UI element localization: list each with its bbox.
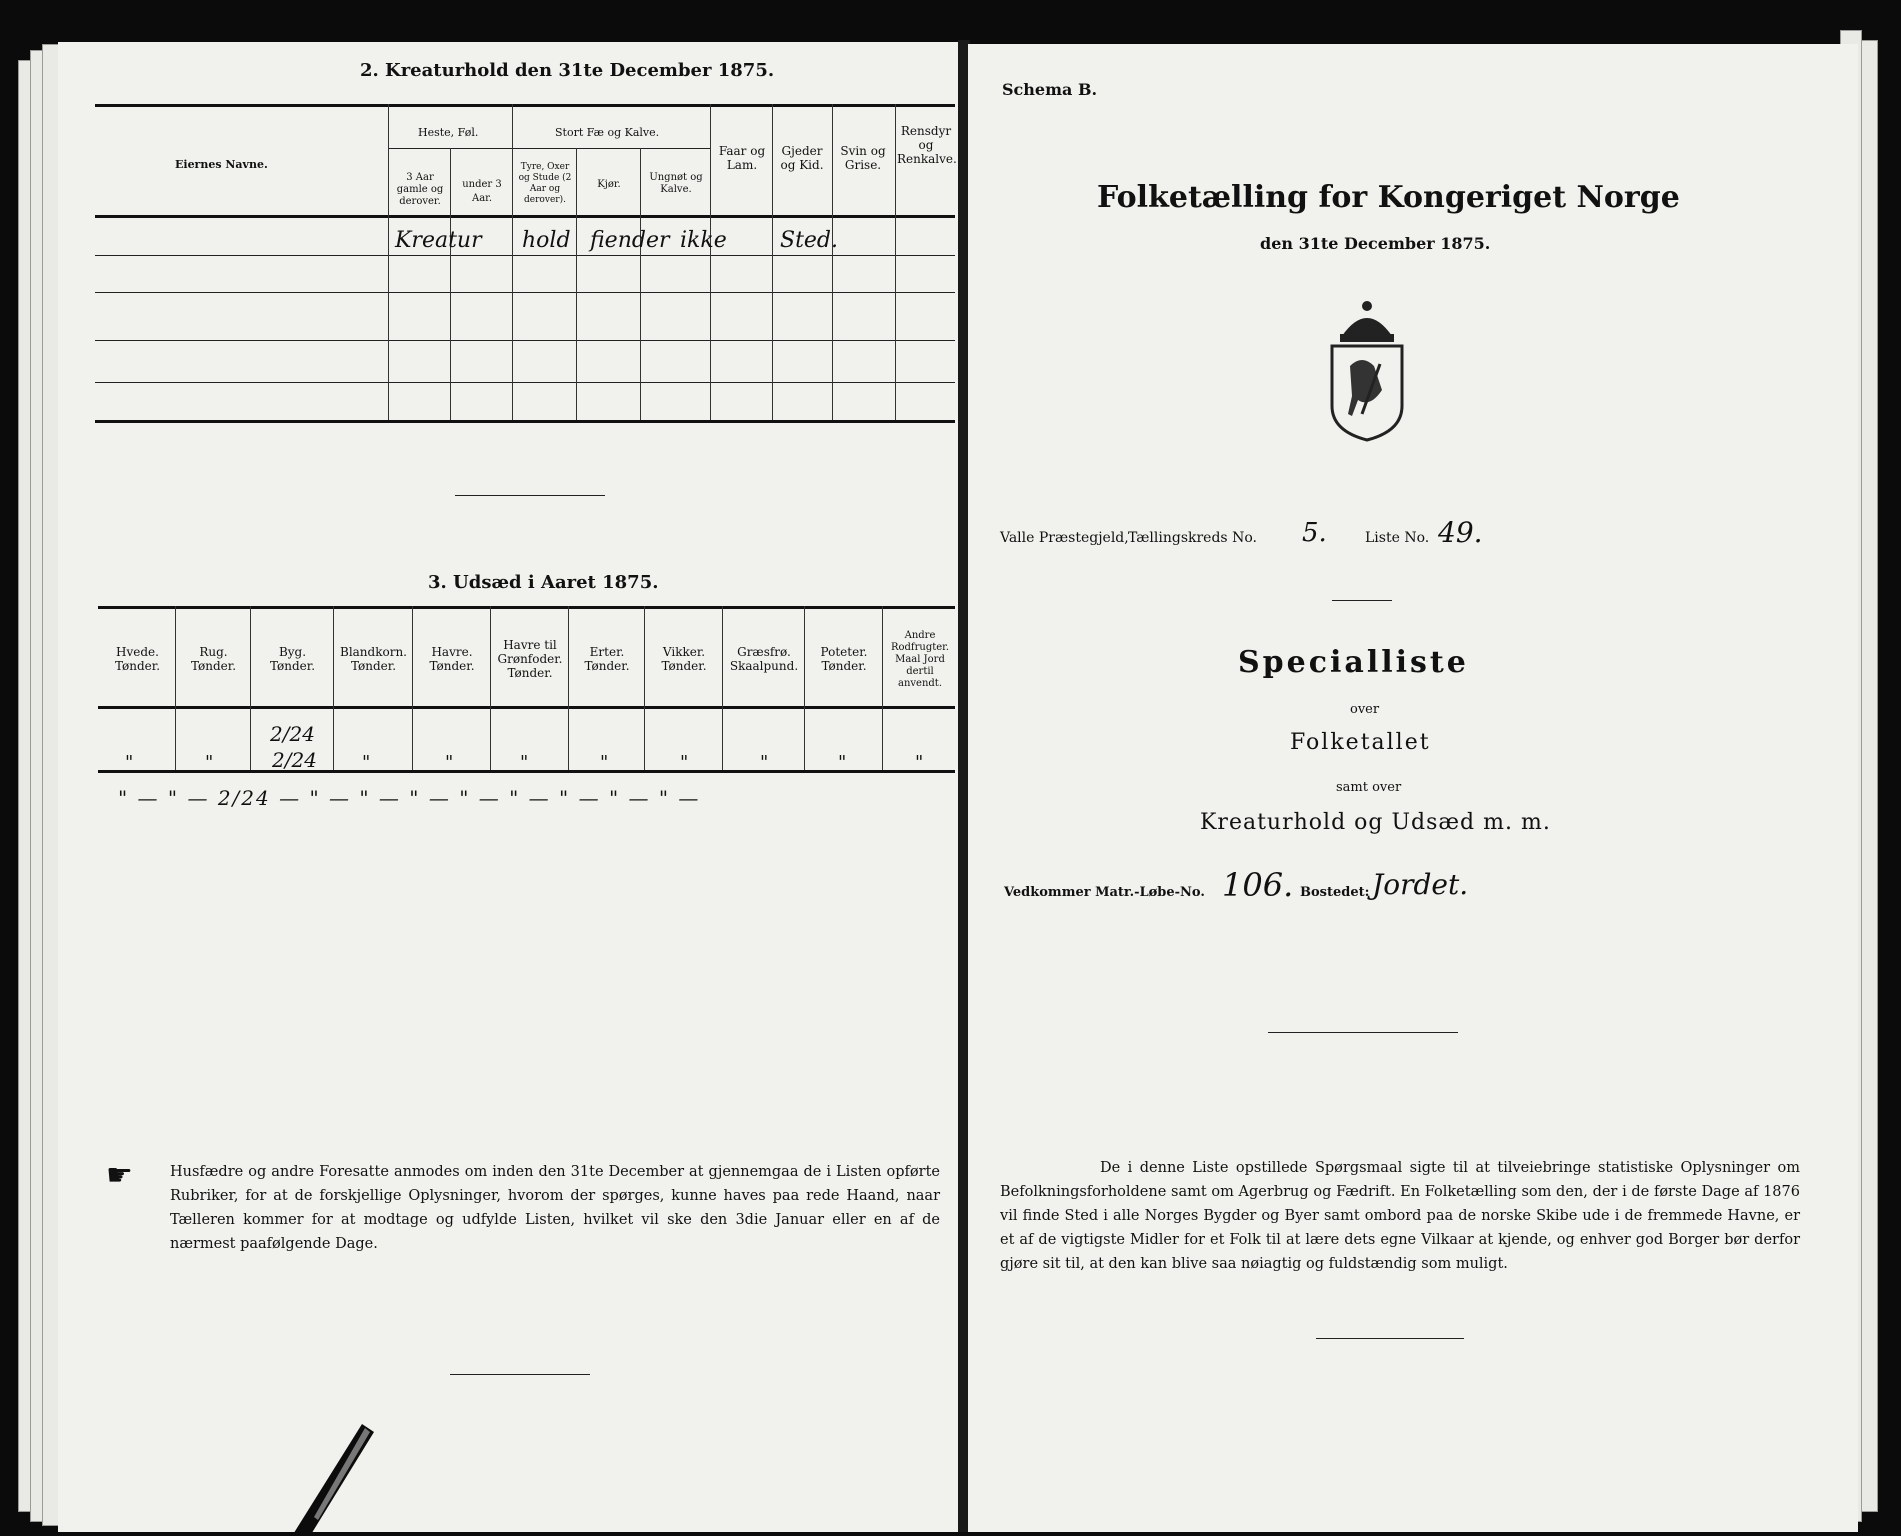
table3-col-line-1 bbox=[175, 606, 176, 770]
kreaturhold-text: Kreaturhold og Udsæd m. m. bbox=[1200, 810, 1551, 835]
rensdyr-header: Rensdyr og Renkalve. bbox=[897, 124, 957, 166]
handwriting-word-4: ikke bbox=[680, 228, 727, 253]
table2-col-line-9 bbox=[895, 104, 896, 420]
crop-value-havre: " bbox=[445, 752, 454, 773]
specialliste-title: Specialliste bbox=[1238, 645, 1469, 680]
crop-andre: Andre Rodfrugter. Maal Jord dertil anvendt. bbox=[890, 630, 950, 689]
crop-value-erter: " bbox=[600, 752, 609, 773]
stort-sub-a: Tyre, Oxer og Stude (2 Aar og derover). bbox=[518, 162, 572, 205]
byg-upper-value: 2/24 bbox=[270, 722, 315, 746]
table2-col-line-8 bbox=[832, 104, 833, 420]
table2-col-line-5 bbox=[640, 148, 641, 420]
matr-label: Vedkommer Matr.-Løbe-No. bbox=[1004, 885, 1205, 900]
crop-havre-gronfoder: Havre til Grønfoder. Tønder. bbox=[497, 638, 563, 680]
table2-row-line-4 bbox=[95, 382, 955, 383]
parish-label: Valle Præstegjeld, bbox=[1000, 530, 1129, 546]
stort-sub-b: Kjør. bbox=[597, 179, 621, 190]
divider-long bbox=[1268, 1032, 1458, 1033]
table3-col-line-5 bbox=[490, 606, 491, 770]
schema-label: Schema B. bbox=[1002, 80, 1098, 99]
district-label: Tællingskreds No. bbox=[1128, 530, 1257, 546]
crop-blandkorn: Blandkorn. Tønder. bbox=[340, 645, 407, 673]
table2-subheader-rule-heste bbox=[388, 148, 710, 149]
handwriting-word-2: hold bbox=[522, 228, 571, 253]
crop-value-hvede: " bbox=[125, 752, 134, 773]
stort-header: Stort Fæ og Kalve. bbox=[555, 126, 660, 139]
folketallet-text: Folketallet bbox=[1290, 730, 1431, 755]
norway-coat-of-arms-icon bbox=[1322, 296, 1412, 442]
crop-value-blandkorn: " bbox=[362, 752, 371, 773]
crop-rug: Rug. Tønder. bbox=[190, 645, 237, 673]
crop-poteter: Poteter. Tønder. bbox=[820, 645, 868, 673]
table2-col-line-2 bbox=[450, 148, 451, 420]
table2-col-line-6 bbox=[710, 104, 711, 420]
heste-sub-a: 3 Aar gamle og derover. bbox=[396, 172, 444, 207]
svin-header: Svin og Grise. bbox=[840, 144, 886, 172]
table2-header-bottom-rule bbox=[95, 215, 955, 218]
stort-sub-c: Ungnøt og Kalve. bbox=[649, 172, 703, 195]
table3-col-line-2 bbox=[250, 606, 251, 770]
table3-col-line-7 bbox=[644, 606, 645, 770]
table2-col-line-7 bbox=[772, 104, 773, 420]
section-divider-short bbox=[455, 495, 605, 496]
census-subtitle: den 31te December 1875. bbox=[1260, 234, 1491, 253]
crop-hvede: Hvede. Tønder. bbox=[114, 645, 161, 673]
table3-col-line-6 bbox=[568, 606, 569, 770]
district-value: 5. bbox=[1302, 518, 1327, 548]
crop-value-havre-gronfoder: " bbox=[520, 752, 529, 773]
pen-icon bbox=[270, 1420, 380, 1536]
crop-vikker: Vikker. Tønder. bbox=[661, 645, 707, 673]
crop-havre: Havre. Tønder. bbox=[429, 645, 475, 673]
table2-row-line-3 bbox=[95, 340, 955, 341]
pointing-hand-icon: ☛ bbox=[106, 1158, 133, 1193]
table2-row-line-2 bbox=[95, 292, 955, 293]
notice-paragraph: Husfædre og andre Foresatte anmodes om inden den 31te December at gjennemgaa de i Listen opførte Rubriker, for at de forskjellige Oplysninger, hvorom der spørges, kunne haves paa rede Haand, naar Tælleren kommer for at modtage og udfylde Listen, hvilket vil ske den 3die Januar eller en af de nærmest paafølgende Dage. bbox=[170, 1164, 940, 1252]
gjeder-header: Gjeder og Kid. bbox=[780, 144, 824, 172]
bosted-label: Bostedet: bbox=[1300, 885, 1370, 900]
table3-header-bottom-rule bbox=[98, 706, 955, 709]
census-title: Folketælling for Kongeriget Norge bbox=[1097, 180, 1680, 215]
crop-graesfro: Græsfrø. Skaalpund. bbox=[729, 645, 799, 673]
table3-col-line-3 bbox=[333, 606, 334, 770]
table2-col-line-1 bbox=[388, 104, 389, 420]
section2-title: 2. Kreaturhold den 31te December 1875. bbox=[360, 60, 775, 81]
handwriting-word-5: Sted. bbox=[780, 228, 839, 253]
table3-top-rule bbox=[98, 606, 955, 609]
divider-bottom bbox=[1316, 1338, 1464, 1339]
table3-col-line-8 bbox=[722, 606, 723, 770]
table2-col-line-3 bbox=[512, 104, 513, 420]
handwriting-word-1: Kreatur bbox=[395, 228, 482, 253]
table3-col-line-10 bbox=[882, 606, 883, 770]
table2-col-line-4 bbox=[576, 148, 577, 420]
census-paragraph: De i denne Liste opstillede Spørgsmaal sigte til at tilveiebringe statistiske Oplysninger om Befolkningsforholdene samt om Agerbrug og Fædrift. En Folketælling som den, der i de første Dage af 1876 vil finde Sted i alle Norges Bygder og Byer samt ombord paa de norske Skibe ude i de fremmede Havne, er et af de vigtigste Midler for et Folk til at lære dets egne Vilkaar at kjende, og enhver god Borger bør derfor gjøre sit til, at den kan blive saa nøiagtig og fuldstændig som muligt. bbox=[1000, 1160, 1800, 1272]
handwriting-word-3: fiender bbox=[590, 228, 670, 253]
section3-title: 3. Udsæd i Aaret 1875. bbox=[428, 572, 659, 593]
crop-value-poteter: " bbox=[838, 752, 847, 773]
table3-col-line-9 bbox=[804, 606, 805, 770]
right-page bbox=[968, 44, 1858, 1532]
crop-value-andre: " bbox=[915, 752, 924, 773]
notice-bottom-rule bbox=[450, 1374, 590, 1375]
table3-col-line-4 bbox=[412, 606, 413, 770]
list-value: 49. bbox=[1438, 516, 1483, 549]
matr-value: 106. bbox=[1222, 866, 1294, 904]
total-line-handwritten: " — " — 2/24 — " — " — " — " — " — " — " — " — bbox=[118, 786, 701, 810]
crop-value-graesfro: " bbox=[760, 752, 769, 773]
owner-header: Eiernes Navne. bbox=[175, 158, 268, 171]
crop-value-rug: " bbox=[205, 752, 214, 773]
crop-value-vikker: " bbox=[680, 752, 689, 773]
heste-header: Heste, Føl. bbox=[418, 126, 479, 139]
samt-over-text: samt over bbox=[1336, 780, 1402, 795]
bosted-value: Jordet. bbox=[1372, 868, 1469, 901]
over-text-1: over bbox=[1350, 702, 1380, 717]
table2-row-line-1 bbox=[95, 255, 955, 256]
table2-bottom-rule bbox=[95, 420, 955, 423]
faar-header: Faar og Lam. bbox=[718, 144, 766, 172]
crop-erter: Erter. Tønder. bbox=[584, 645, 630, 673]
heste-sub-b: under 3 Aar. bbox=[462, 179, 502, 204]
list-label: Liste No. bbox=[1365, 530, 1430, 546]
table2-top-rule bbox=[95, 104, 955, 107]
divider-short-1 bbox=[1332, 600, 1392, 601]
crop-byg: Byg. Tønder. bbox=[269, 645, 316, 673]
crop-value-byg: 2/24 bbox=[272, 748, 317, 772]
